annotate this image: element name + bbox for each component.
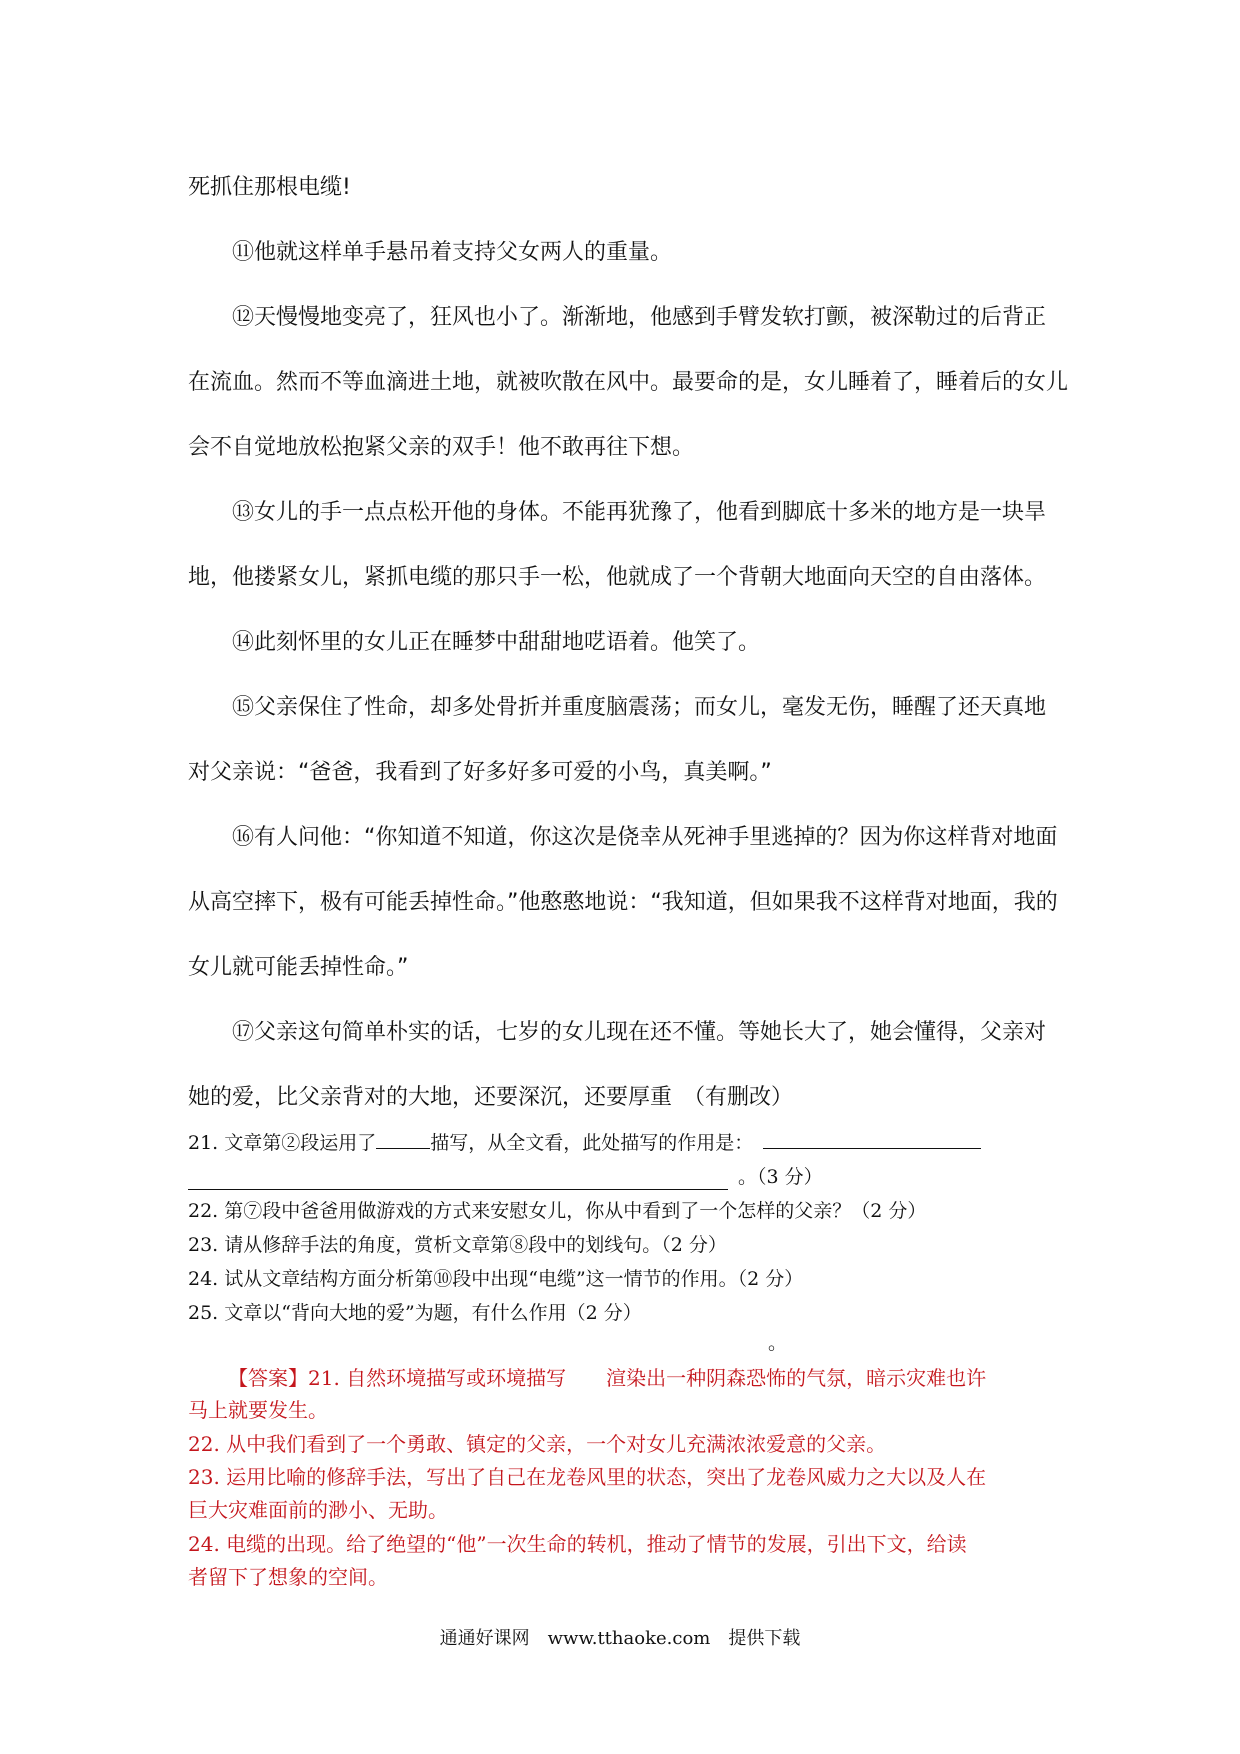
story-paragraph-11: ⑪他就这样单手悬吊着支持父女两人的重量。 xyxy=(232,240,673,265)
answer-24-line-2: 者留下了想象的空间。 xyxy=(188,1565,388,1589)
story-paragraph-15-line-2: 对父亲说：“爸爸，我看到了好多好多可爱的小鸟，真美啊。” xyxy=(188,760,772,785)
story-paragraph-14: ⑭此刻怀里的女儿正在睡梦中甜甜地呓语着。他笑了。 xyxy=(232,630,761,655)
page-footer: 通通好课网 www.tthaoke.com 提供下载 xyxy=(439,1628,801,1649)
stray-period: 。 xyxy=(768,1332,788,1354)
answer-blank-line xyxy=(188,1189,728,1190)
story-paragraph-16-line-3: 女儿就可能丢掉性命。” xyxy=(188,955,409,980)
story-paragraph-16-line-2: 从高空摔下，极有可能丢掉性命。”他憨憨地说：“我知道，但如果我不这样背对地面，我的 xyxy=(188,890,1058,915)
question-21 xyxy=(188,1128,1058,1155)
answer-23-line-2: 巨大灾难面前的渺小、无助。 xyxy=(188,1498,448,1522)
answer-blank-short xyxy=(376,1130,430,1149)
question-22: 22. 第⑦段中爸爸用做游戏的方式来安慰女儿，你从中看到了一个怎样的父亲？（2 分） xyxy=(188,1200,927,1222)
answer-21-line-1: 【答案】21. 自然环境描写或环境描写 渲染出一种阴森恐怖的气氛，暗示灾难也许 xyxy=(228,1366,987,1390)
question-25: 25. 文章以“背向大地的爱”为题，有什么作用（2 分） xyxy=(188,1302,642,1324)
story-paragraph-12-line-2: 在流血。然而不等血滴进土地，就被吹散在风中。最要命的是，女儿睡着了，睡着后的女儿 xyxy=(188,370,1069,395)
story-line-1: 死抓住那根电缆! xyxy=(188,175,351,200)
answer-blank-long xyxy=(763,1130,981,1149)
answer-22: 22. 从中我们看到了一个勇敢、镇定的父亲，一个对女儿充满浓浓爱意的父亲。 xyxy=(188,1432,887,1456)
story-paragraph-12-line-3: 会不自觉地放松抱紧父亲的双手！他不敢再往下想。 xyxy=(188,435,695,460)
question-24: 24. 试从文章结构方面分析第⑩段中出现“电缆”这一情节的作用。（2 分） xyxy=(188,1268,804,1290)
story-paragraph-13-line-1: ⑬女儿的手一点点松开他的身体。不能再犹豫了，他看到脚底十多米的地方是一块旱 xyxy=(232,500,1047,525)
story-paragraph-16-line-1: ⑯有人问他：“你知道不知道，你这次是侥幸从死神手里逃掉的？因为你这样背对地面 xyxy=(232,825,1058,850)
question-21-middle: 描写，从全文看，此处描写的作用是： xyxy=(430,1132,754,1154)
story-paragraph-15-line-1: ⑮父亲保住了性命，却多处骨折并重度脑震荡；而女儿，毫发无伤，睡醒了还天真地 xyxy=(232,695,1047,720)
story-paragraph-17-line-2: 她的爱，比父亲背对的大地，还要深沉，还要厚重 （有删改） xyxy=(188,1085,794,1110)
answer-23-line-1: 23. 运用比喻的修辞手法，写出了自己在龙卷风里的状态，突出了龙卷风威力之大以及人在 xyxy=(188,1465,987,1489)
story-paragraph-12-line-1: ⑫天慢慢地变亮了，狂风也小了。渐渐地，他感到手臂发软打颤，被深勒过的后背正 xyxy=(232,305,1047,330)
question-21-end: 。（3 分） xyxy=(738,1166,823,1188)
question-21-prefix: 21. 文章第②段运用了 xyxy=(188,1132,377,1154)
answer-21-line-2: 马上就要发生。 xyxy=(188,1398,328,1422)
story-paragraph-13-line-2: 地，他搂紧女儿，紧抓电缆的那只手一松，他就成了一个背朝大地面向天空的自由落体。 xyxy=(188,565,1047,590)
answer-24-line-1: 24. 电缆的出现。给了绝望的“他”一次生命的转机，推动了情节的发展，引出下文，给读 xyxy=(188,1532,967,1556)
story-paragraph-17-line-1: ⑰父亲这句简单朴实的话，七岁的女儿现在还不懂。等她长大了，她会懂得，父亲对 xyxy=(232,1020,1047,1045)
question-23: 23. 请从修辞手法的角度，赏析文章第⑧段中的划线句。（2 分） xyxy=(188,1234,727,1256)
